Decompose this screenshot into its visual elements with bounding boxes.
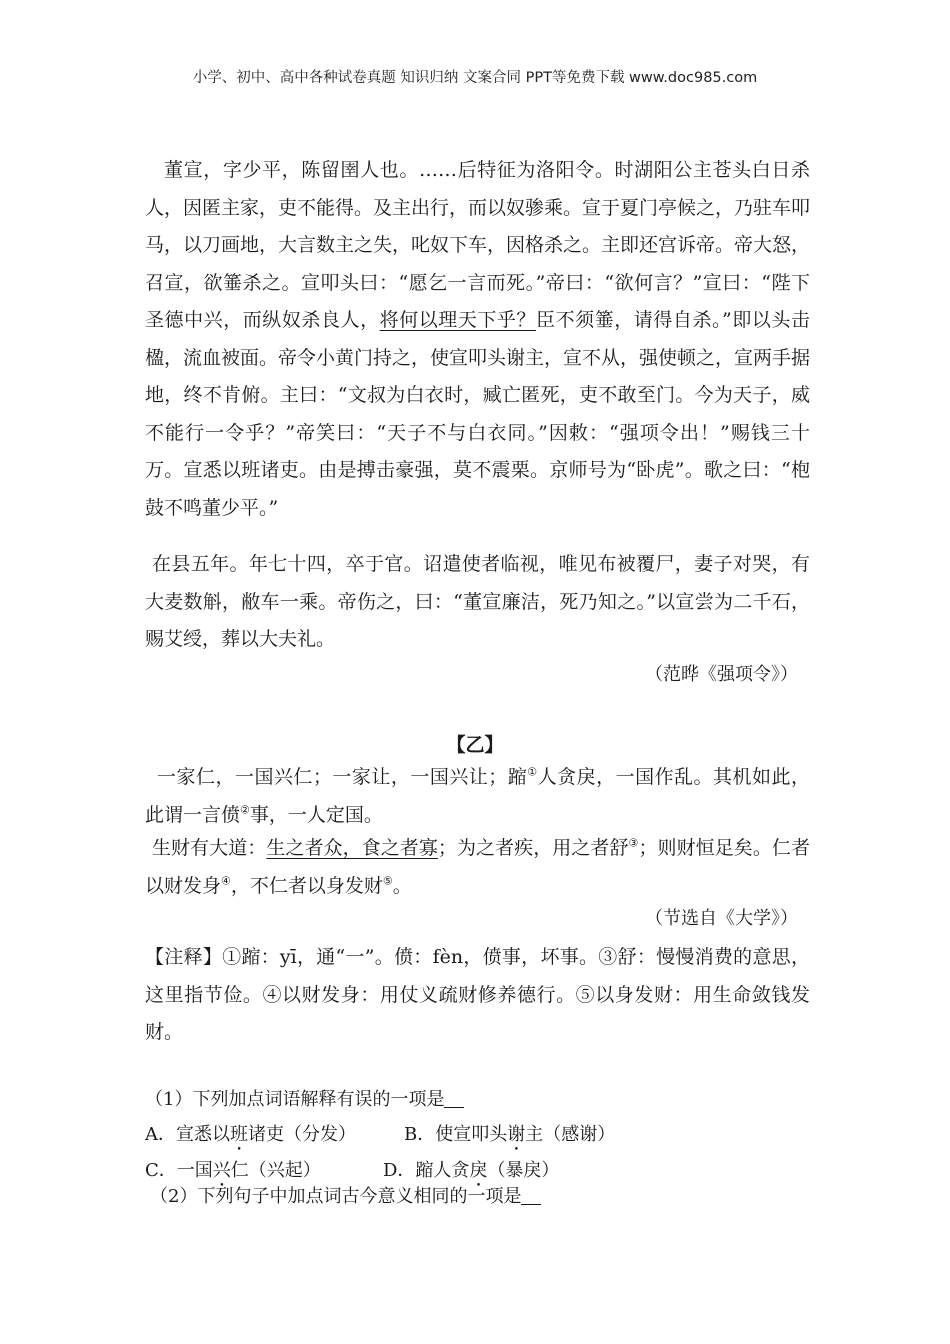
yi-p3-text-a: 一家仁，一国兴仁；一家让，一国兴让；蹜 (157, 766, 528, 788)
option-d-dotted-word: 戾 (469, 1160, 488, 1181)
underlined-phrase: 生之者众，食之者寡 (266, 837, 438, 859)
option-d-post: （暴戾） (487, 1160, 560, 1181)
footnote-mark-2: ② (240, 802, 250, 816)
option-b[interactable] (404, 1120, 615, 1155)
yi-paragraph-2 (145, 830, 810, 905)
footnote-mark-3: ③ (628, 836, 639, 850)
yi-p4-text-c: ；则财恒足矣。仁者以财发身 (145, 837, 810, 897)
annotation-notes: 【注释】①蹜：yī，通“一”。偾：fèn，偾事，坏事。③舒：慢慢消费的意思，这里指节俭。④以财发身：用仗义疏财修养德行。⑤以身发财：用生命敛钱发财。 (145, 946, 810, 1043)
yi-p4-text-a: 生财有大道： (152, 837, 267, 859)
option-a[interactable] (145, 1120, 356, 1155)
answer-blank-1[interactable] (444, 1089, 464, 1108)
yi-p3-text-c: 事，一人定国。 (249, 803, 383, 826)
option-a-dotted-word: 班 (230, 1124, 248, 1145)
option-c-pre: C．一国 (145, 1160, 213, 1181)
option-a-post: 诸吏（分发） (248, 1124, 356, 1145)
jia-p1-text-a: 董宣，字少平，陈留圉人也。……后特征为洛阳令。时湖阳公主苍头白日杀人，因匿主家，吏不能得。及主出行，而以奴骖乘。宣于夏门亭候之，乃驻车叩马，以刀画地，大言数主之失，叱奴下车，因格杀之。主即还宫诉帝。帝大怒，召宣，欲箠杀之。宣叩头曰：“愿乞一言而死。”帝曰：“欲何言？”宣曰：“陛下圣德中兴，而纵奴杀良人， (145, 159, 811, 331)
underlined-sentence: 将何以理天下乎？ (379, 309, 537, 331)
option-b-post: 主（感谢） (525, 1124, 616, 1145)
option-b-pre: B．使宣叩头 (404, 1124, 508, 1145)
footnote-mark-4: ④ (221, 873, 231, 887)
option-a-pre: A．宣悉以 (145, 1124, 230, 1145)
jia-paragraph-1 (145, 152, 810, 527)
yi-paragraph-1 (145, 759, 810, 834)
question-1 (145, 1085, 464, 1111)
option-d-pre: D．蹜人贪 (383, 1160, 470, 1181)
footnote-mark-5: ⑤ (382, 873, 393, 887)
option-b-dotted-word: 谢 (507, 1124, 526, 1145)
question-2 (150, 1182, 541, 1208)
option-c-dotted-word: 兴 (212, 1160, 231, 1181)
option-c-post: 仁（兴起） (230, 1160, 321, 1181)
question-2-text: （2）下列句子中加点词古今意义相同的一项是 (150, 1186, 522, 1207)
yi-p4-text-d: ，不仁者以身发财 (230, 874, 383, 897)
page-header: 小学、初中、高中各种试卷真题 知识归纳 文案合同 PPT等免费下载 www.doc985.com (192, 70, 758, 86)
yi-source: （节选自《大学》） (645, 908, 798, 929)
yi-p4-text-e: 。 (392, 874, 412, 897)
jia-source: （范晔《强项令》） (645, 664, 798, 685)
footnote-mark-1: ① (527, 765, 538, 779)
jia-paragraph-2: 在县五年。年七十四，卒于官。诏遣使者临视，唯见布被覆尸，妻子对哭，有大麦数斛，敝车一乘。帝伤之，曰：“董宣廉洁，死乃知之。”以宣尝为二千石，赐艾绶，葬以大夫礼。 (145, 553, 810, 650)
yi-title: 【乙】 (446, 734, 504, 756)
jia-p1-text-b: 臣不须箠，请得自杀。”即以头击楹，流血被面。帝令小黄门持之，使宣叩头谢主，宣不从，强使顿之，宣两手据地，终不肯俯。主曰：“文叔为白衣时，臧亡匿死，吏不敢至门。今为天子，威不能行一令乎？”帝笑曰：“天子不与白衣同。”因敕：“强项令出！”赐钱三十万。宣悉以班诸吏。由是搏击豪强，莫不震栗。京师号为“卧虎”。歌之曰：“枹鼓不鸣董少平。” (145, 309, 811, 519)
yi-p4-text-b: ；为之者疾，用之者舒 (437, 837, 629, 859)
yi-p3-text-b: 人贪戾，一国作乱。其机如此，此谓一言偾 (145, 766, 810, 826)
answer-blank-2[interactable] (521, 1186, 541, 1205)
question-1-text: （1）下列加点词语解释有误的一项是 (145, 1089, 445, 1110)
